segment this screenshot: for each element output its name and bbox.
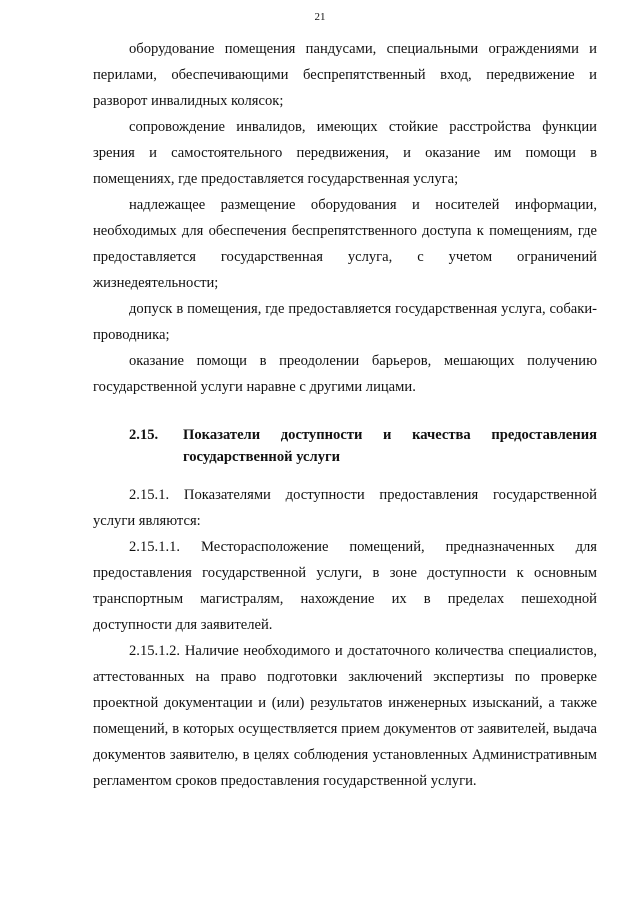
section-heading: [93, 424, 597, 468]
paragraph-2-15-1: 2.15.1. Показателями доступности предоставления государственной услуги являются:: [93, 487, 597, 529]
paragraph-ramps: оборудование помещения пандусами, специальными ограждениями и перилами, обеспечивающими беспрепятственный вход, передвижение и разворот инвалидных колясок;: [93, 41, 597, 109]
section-title: [183, 424, 597, 468]
document-body: [93, 36, 597, 794]
section-number: 2.15.: [129, 427, 159, 443]
paragraph-2-15-1-1: 2.15.1.1. Месторасположение помещений, предназначенных для предоставления государственной услуги, в зоне доступности к основным транспортным магистралям, нахождение их в пределах пешеходной доступности для заявителей.: [93, 539, 597, 633]
paragraph-guide-dog: допуск в помещения, где предоставляется государственная услуга, собаки-проводника;: [93, 301, 597, 343]
paragraph-equipment: надлежащее размещение оборудования и носителей информации, необходимых для обеспечения беспрепятственного доступа к помещениям, где предоставляется государственная услуга, с учетом ограничений жизнедеятельности;: [93, 197, 597, 291]
section-title-line-1: Показатели доступности и качества предоставления: [183, 427, 597, 443]
page-number: 21: [314, 11, 326, 23]
paragraph-barriers: оказание помощи в преодолении барьеров, мешающих получению государственной услуги наравне с другими лицами.: [93, 353, 597, 395]
section-title-line-2: государственной услуги: [183, 449, 341, 465]
paragraph-escort: сопровождение инвалидов, имеющих стойкие расстройства функции зрения и самостоятельного передвижения, и оказание им помощи в помещениях, где предоставляется государственная услуга;: [93, 119, 597, 187]
paragraph-2-15-1-2: 2.15.1.2. Наличие необходимого и достаточного количества специалистов, аттестованных на право подготовки заключений экспертизы по проверке проектной документации и (или) результатов инженерных изысканий, а также помещений, в которых осуществляется прием документов от заявителей, выдача документов заявителю, в целях соблюдения установленных Административным регламентом сроков предоставления государственной услуги.: [93, 643, 597, 789]
